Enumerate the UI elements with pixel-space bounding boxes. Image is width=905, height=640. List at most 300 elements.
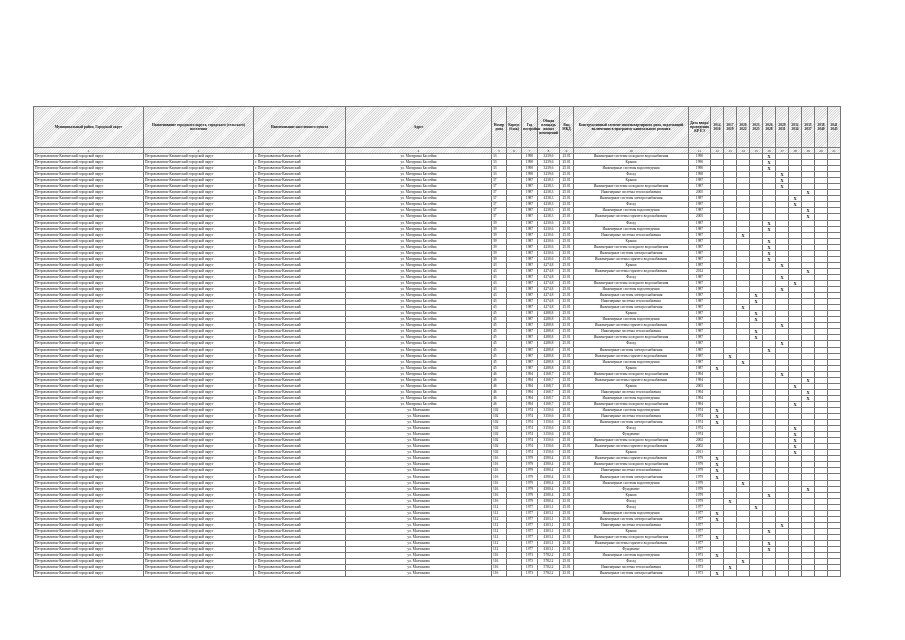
type-cell: 25.01 <box>560 202 574 208</box>
column-header: Конструктивный элемент многоквартирного дома, подлежащий включению в программу капитального ремонта <box>574 107 689 148</box>
year-cell: 1990 <box>522 160 538 166</box>
house-cell: 45 <box>492 353 507 359</box>
element-cell: Инженерные системы водоотведения <box>574 395 689 401</box>
element-cell: Инженерные системы водоотведения <box>574 510 689 516</box>
settlement-cell: Петропавловск-Камчатский городской округ <box>144 214 254 220</box>
period-cell: X <box>763 250 776 256</box>
element-cell: Инженерные системы холодного водоснабжения <box>574 244 689 250</box>
column-header: Дата ввода/ проведения КР ЕЭ <box>689 107 711 148</box>
area-cell: 4238,3 <box>538 208 560 214</box>
element-cell: Инженерные системы холодного водоснабжения <box>574 280 689 286</box>
district-cell: Петропавловск-Камчатский городской округ <box>34 202 144 208</box>
year-cell: 1973 <box>522 565 538 571</box>
district-cell: Петропавловск-Камчатский городской округ <box>34 347 144 353</box>
element-cell: Инженерные системы водоотведения <box>574 226 689 232</box>
element-cell: Инженерные системы теплоснабжения <box>574 190 689 196</box>
date-cell: 1977 <box>689 522 711 528</box>
area-cell: 4303,1 <box>538 547 560 553</box>
settlement-cell: Петропавловск-Камчатский городской округ <box>144 510 254 516</box>
district-cell: Петропавловск-Камчатский городской округ <box>34 323 144 329</box>
year-cell: 1987 <box>522 311 538 317</box>
house-cell: 43 <box>492 274 507 280</box>
street-cell: ул. Молчанова <box>346 559 492 565</box>
street-cell: ул. Мичурина Бассейна <box>346 202 492 208</box>
column-header: 2023 2025 <box>750 107 763 148</box>
area-cell: 4288,8 <box>538 317 560 323</box>
type-cell: 25.01 <box>560 389 574 395</box>
house-cell: 102 <box>492 438 507 444</box>
year-cell: 1994 <box>522 395 538 401</box>
date-cell: 1987 <box>689 323 711 329</box>
year-cell: 1987 <box>522 184 538 190</box>
period-cell: X <box>711 456 724 462</box>
district-cell: Петропавловск-Камчатский городской округ <box>34 547 144 553</box>
settlement-cell: Петропавловск-Камчатский городской округ <box>144 534 254 540</box>
element-cell: Инженерные системы горячего водоснабжения <box>574 444 689 450</box>
settlement-cell: Петропавловск-Камчатский городской округ <box>144 522 254 528</box>
year-cell: 1987 <box>522 359 538 365</box>
block-cell <box>507 571 522 577</box>
house-cell: 102 <box>492 426 507 432</box>
period-cell <box>802 571 815 577</box>
element-cell: Инженерные системы электроснабжения <box>574 571 689 577</box>
element-cell: Инженерные системы водоотведения <box>574 553 689 559</box>
column-header: Наименование городского округа, городского (сельского) поселения <box>144 107 254 148</box>
area-cell: 4230,6 <box>538 226 560 232</box>
type-cell: 25.01 <box>560 262 574 268</box>
year-cell: 1977 <box>522 516 538 522</box>
house-cell: 45 <box>492 347 507 353</box>
year-cell: 1987 <box>522 305 538 311</box>
period-cell: X <box>789 196 802 202</box>
date-cell: 1990 <box>689 160 711 166</box>
date-cell: 1979 <box>689 492 711 498</box>
year-cell: 1979 <box>522 456 538 462</box>
column-number: 13 <box>724 148 737 154</box>
area-cell: 3150,6 <box>538 407 560 413</box>
city-cell: г. Петропавловск-Камчатский <box>254 389 346 395</box>
house-cell: 46 <box>492 395 507 401</box>
settlement-cell: Петропавловск-Камчатский городской округ <box>144 178 254 184</box>
type-cell: 25.01 <box>560 178 574 184</box>
type-cell: 25.01 <box>560 293 574 299</box>
house-cell: 112 <box>492 541 507 547</box>
street-cell: ул. Молчанова <box>346 516 492 522</box>
period-cell: X <box>789 280 802 286</box>
period-cell: X <box>711 510 724 516</box>
settlement-cell: Петропавловск-Камчатский городской округ <box>144 504 254 510</box>
area-cell: 4274,8 <box>538 305 560 311</box>
year-cell: 1987 <box>522 196 538 202</box>
house-cell: 37 <box>492 178 507 184</box>
area-cell: 4274,8 <box>538 293 560 299</box>
date-cell: 1987 <box>689 208 711 214</box>
year-cell: 1979 <box>522 462 538 468</box>
area-cell: 4580,4 <box>538 492 560 498</box>
date-cell: 1990 <box>689 166 711 172</box>
column-number: 1 <box>34 148 144 154</box>
street-cell: ул. Молчанова <box>346 565 492 571</box>
year-cell: 1987 <box>522 262 538 268</box>
period-cell: X <box>750 335 763 341</box>
area-cell: 3150,6 <box>538 438 560 444</box>
element-cell: Фасад <box>574 172 689 178</box>
street-cell: ул. Мичурина Бассейна <box>346 377 492 383</box>
house-cell: 116 <box>492 468 507 474</box>
element-cell: Крыша <box>574 311 689 317</box>
area-cell: 3239,6 <box>538 154 560 160</box>
district-cell: Петропавловск-Камчатский городской округ <box>34 510 144 516</box>
element-cell: Инженерные системы холодного водоснабжения <box>574 401 689 407</box>
area-cell: 5782,2 <box>538 559 560 565</box>
period-cell: X <box>776 184 789 190</box>
date-cell: 1987 <box>689 250 711 256</box>
settlement-cell: Петропавловск-Камчатский городской округ <box>144 571 254 577</box>
district-cell: Петропавловск-Камчатский городской округ <box>34 420 144 426</box>
city-cell: г. Петропавловск-Камчатский <box>254 178 346 184</box>
type-cell: 25.01 <box>560 214 574 220</box>
type-cell: 25.01 <box>560 492 574 498</box>
area-cell: 4288,8 <box>538 329 560 335</box>
period-cell: X <box>724 498 737 504</box>
district-cell: Петропавловск-Камчатский городской округ <box>34 565 144 571</box>
period-cell: X <box>711 534 724 540</box>
street-cell: ул. Мичурина Бассейна <box>346 293 492 299</box>
date-cell: 1973 <box>689 571 711 577</box>
column-number: 5 <box>492 148 507 154</box>
district-cell: Петропавловск-Камчатский городской округ <box>34 317 144 323</box>
street-cell: ул. Мичурина Бассейна <box>346 226 492 232</box>
type-cell: 25.01 <box>560 341 574 347</box>
city-cell: г. Петропавловск-Камчатский <box>254 256 346 262</box>
period-cell: X <box>776 178 789 184</box>
settlement-cell: Петропавловск-Камчатский городской округ <box>144 480 254 486</box>
element-cell: Крыша <box>574 238 689 244</box>
street-cell: ул. Молчанова <box>346 474 492 480</box>
type-cell: 25.01 <box>560 516 574 522</box>
district-cell: Петропавловск-Камчатский городской округ <box>34 468 144 474</box>
year-cell: 1974 <box>522 438 538 444</box>
year-cell: 1987 <box>522 317 538 323</box>
period-cell: X <box>763 238 776 244</box>
date-cell: 1979 <box>689 486 711 492</box>
street-cell: ул. Мичурина Бассейна <box>346 353 492 359</box>
city-cell: г. Петропавловск-Камчатский <box>254 202 346 208</box>
period-cell: X <box>750 329 763 335</box>
district-cell: Петропавловск-Камчатский городской округ <box>34 492 144 498</box>
type-cell: 25.01 <box>560 541 574 547</box>
column-header: 2038 2040 <box>815 107 828 148</box>
house-cell: 102 <box>492 450 507 456</box>
city-cell: г. Петропавловск-Камчатский <box>254 190 346 196</box>
period-cell: X <box>724 353 737 359</box>
street-cell: ул. Мичурина Бассейна <box>346 184 492 190</box>
city-cell: г. Петропавловск-Камчатский <box>254 547 346 553</box>
date-cell: 1987 <box>689 353 711 359</box>
type-cell: 25.01 <box>560 329 574 335</box>
element-cell: Крыша <box>574 160 689 166</box>
year-cell: 1987 <box>522 220 538 226</box>
district-cell: Петропавловск-Камчатский городской округ <box>34 214 144 220</box>
settlement-cell: Петропавловск-Камчатский городской округ <box>144 492 254 498</box>
area-cell: 4238,3 <box>538 196 560 202</box>
district-cell: Петропавловск-Камчатский городской округ <box>34 226 144 232</box>
type-cell: 25.01 <box>560 250 574 256</box>
period-cell: X <box>776 341 789 347</box>
city-cell: г. Петропавловск-Камчатский <box>254 220 346 226</box>
settlement-cell: Петропавловск-Камчатский городской округ <box>144 395 254 401</box>
year-cell: 1987 <box>522 299 538 305</box>
street-cell: ул. Молчанова <box>346 462 492 468</box>
street-cell: ул. Мичурина Бассейна <box>346 178 492 184</box>
district-cell: Петропавловск-Камчатский городской округ <box>34 178 144 184</box>
column-header: Корпус (блок) <box>507 107 522 148</box>
city-cell: г. Петропавловск-Камчатский <box>254 504 346 510</box>
date-cell: 2003 <box>689 383 711 389</box>
house-cell: 46 <box>492 377 507 383</box>
period-cell: X <box>776 371 789 377</box>
area-cell: 4230,6 <box>538 232 560 238</box>
element-cell: Фасад <box>574 341 689 347</box>
street-cell: ул. Мичурина Бассейна <box>346 359 492 365</box>
year-cell: 1987 <box>522 274 538 280</box>
area-cell: 4303,1 <box>538 504 560 510</box>
city-cell: г. Петропавловск-Камчатский <box>254 420 346 426</box>
period-cell: X <box>776 287 789 293</box>
city-cell: г. Петропавловск-Камчатский <box>254 553 346 559</box>
street-cell: ул. Молчанова <box>346 468 492 474</box>
column-number: 19 <box>802 148 815 154</box>
type-cell: 25.01 <box>560 377 574 383</box>
date-cell: 1974 <box>689 432 711 438</box>
city-cell: г. Петропавловск-Камчатский <box>254 238 346 244</box>
date-cell: 2005 <box>689 214 711 220</box>
street-cell: ул. Молчанова <box>346 438 492 444</box>
type-cell: 25.01 <box>560 450 574 456</box>
period-cell: X <box>711 414 724 420</box>
element-cell: Инженерные системы горячего водоснабжения <box>574 268 689 274</box>
settlement-cell: Петропавловск-Камчатский городской округ <box>144 420 254 426</box>
column-number: 21 <box>828 148 841 154</box>
city-cell: г. Петропавловск-Камчатский <box>254 432 346 438</box>
element-cell: Инженерные системы электроснабжения <box>574 196 689 202</box>
street-cell: ул. Молчанова <box>346 541 492 547</box>
date-cell: 1987 <box>689 274 711 280</box>
period-cell: X <box>737 305 750 311</box>
type-cell: 25.01 <box>560 256 574 262</box>
house-cell: 112 <box>492 504 507 510</box>
header-row <box>34 107 841 148</box>
column-number: 3 <box>254 148 346 154</box>
period-cell: X <box>737 480 750 486</box>
date-cell: 1990 <box>689 172 711 178</box>
house-cell: 33 <box>492 172 507 178</box>
street-cell: ул. Мичурина Бассейна <box>346 389 492 395</box>
period-cell: X <box>789 432 802 438</box>
area-cell: 4274,8 <box>538 280 560 286</box>
type-cell: 25.01 <box>560 534 574 540</box>
house-cell: 43 <box>492 268 507 274</box>
city-cell: г. Петропавловск-Камчатский <box>254 353 346 359</box>
district-cell: Петропавловск-Камчатский городской округ <box>34 365 144 371</box>
element-cell: Фасад <box>574 274 689 280</box>
settlement-cell: Петропавловск-Камчатский городской округ <box>144 262 254 268</box>
area-cell: 4580,4 <box>538 486 560 492</box>
district-cell: Петропавловск-Камчатский городской округ <box>34 462 144 468</box>
year-cell: 1994 <box>522 401 538 407</box>
period-cell: X <box>776 522 789 528</box>
street-cell: ул. Молчанова <box>346 426 492 432</box>
area-cell: 4168,7 <box>538 383 560 389</box>
type-cell: 25.01 <box>560 244 574 250</box>
city-cell: г. Петропавловск-Камчатский <box>254 401 346 407</box>
street-cell: ул. Молчанова <box>346 492 492 498</box>
element-cell: Крыша <box>574 178 689 184</box>
settlement-cell: Петропавловск-Камчатский городской округ <box>144 383 254 389</box>
year-cell: 1979 <box>522 480 538 486</box>
settlement-cell: Петропавловск-Камчатский городской округ <box>144 287 254 293</box>
city-cell: г. Петропавловск-Камчатский <box>254 268 346 274</box>
settlement-cell: Петропавловск-Камчатский городской округ <box>144 389 254 395</box>
element-cell: Фасад <box>574 559 689 565</box>
area-cell: 4303,1 <box>538 516 560 522</box>
period-cell: X <box>763 244 776 250</box>
area-cell: 4303,1 <box>538 528 560 534</box>
year-cell: 1973 <box>522 571 538 577</box>
district-cell: Петропавловск-Камчатский городской округ <box>34 456 144 462</box>
column-number: 11 <box>689 148 711 154</box>
area-cell: 3150,6 <box>538 426 560 432</box>
city-cell: г. Петропавловск-Камчатский <box>254 317 346 323</box>
district-cell: Петропавловск-Камчатский городской округ <box>34 486 144 492</box>
district-cell: Петропавловск-Камчатский городской округ <box>34 268 144 274</box>
element-cell: Инженерные системы водоотведения <box>574 317 689 323</box>
area-cell: 4168,7 <box>538 377 560 383</box>
city-cell: г. Петропавловск-Камчатский <box>254 341 346 347</box>
house-cell: 43 <box>492 293 507 299</box>
street-cell: ул. Молчанова <box>346 547 492 553</box>
city-cell: г. Петропавловск-Камчатский <box>254 347 346 353</box>
area-cell: 4230,6 <box>538 244 560 250</box>
street-cell: ул. Мичурина Бассейна <box>346 190 492 196</box>
area-cell: 4230,6 <box>538 250 560 256</box>
settlement-cell: Петропавловск-Камчатский городской округ <box>144 256 254 262</box>
date-cell: 1979 <box>689 462 711 468</box>
period-cell <box>763 571 776 577</box>
settlement-cell: Петропавловск-Камчатский городской округ <box>144 359 254 365</box>
date-cell: 1973 <box>689 553 711 559</box>
city-cell: г. Петропавловск-Камчатский <box>254 407 346 413</box>
area-cell: 4288,8 <box>538 347 560 353</box>
period-cell: X <box>763 160 776 166</box>
column-header: Номер дома <box>492 107 507 148</box>
settlement-cell: Петропавловск-Камчатский городской округ <box>144 462 254 468</box>
column-header: Муниципальный район, Городской округ <box>34 107 144 148</box>
column-header: 2035 2037 <box>802 107 815 148</box>
street-cell: ул. Мичурина Бассейна <box>346 262 492 268</box>
street-cell: ул. Молчанова <box>346 432 492 438</box>
area-cell: 4274,8 <box>538 274 560 280</box>
street-cell: ул. Мичурина Бассейна <box>346 401 492 407</box>
type-cell: 25.01 <box>560 420 574 426</box>
street-cell: ул. Мичурина Бассейна <box>346 395 492 401</box>
date-cell: 1987 <box>689 311 711 317</box>
street-cell: ул. Молчанова <box>346 414 492 420</box>
date-cell: 1974 <box>689 407 711 413</box>
period-cell: X <box>763 347 776 353</box>
settlement-cell: Петропавловск-Камчатский городской округ <box>144 498 254 504</box>
table-body <box>34 154 841 577</box>
year-cell: 1977 <box>522 510 538 516</box>
area-cell: 3150,6 <box>538 414 560 420</box>
settlement-cell: Петропавловск-Камчатский городской округ <box>144 280 254 286</box>
period-cell: X <box>802 389 815 395</box>
city-cell: г. Петропавловск-Камчатский <box>254 395 346 401</box>
district-cell: Петропавловск-Камчатский городской округ <box>34 232 144 238</box>
house-cell: 46 <box>492 371 507 377</box>
column-number: 12 <box>711 148 724 154</box>
year-cell: 1979 <box>522 492 538 498</box>
type-cell: 25.01 <box>560 335 574 341</box>
area-cell: 4230,6 <box>538 256 560 262</box>
area-cell: 4580,4 <box>538 462 560 468</box>
house-cell: 37 <box>492 214 507 220</box>
year-cell: 1987 <box>522 202 538 208</box>
street-cell: ул. Молчанова <box>346 528 492 534</box>
district-cell: Петропавловск-Камчатский городской округ <box>34 262 144 268</box>
period-cell: X <box>763 528 776 534</box>
settlement-cell: Петропавловск-Камчатский городской округ <box>144 528 254 534</box>
type-cell: 25.01 <box>560 456 574 462</box>
area-cell: 4238,3 <box>538 214 560 220</box>
year-cell: 1979 <box>522 498 538 504</box>
year-cell: 1990 <box>522 166 538 172</box>
district-cell: Петропавловск-Камчатский городской округ <box>34 311 144 317</box>
element-cell: Инженерные системы горячего водоснабжения <box>574 377 689 383</box>
element-cell: Инженерные системы горячего водоснабжения <box>574 256 689 262</box>
year-cell: 1979 <box>522 468 538 474</box>
house-cell: 43 <box>492 305 507 311</box>
column-header: 2026 2028 <box>763 107 776 148</box>
year-cell: 1987 <box>522 353 538 359</box>
house-cell: 45 <box>492 323 507 329</box>
house-cell: 116 <box>492 474 507 480</box>
period-cell: X <box>789 202 802 208</box>
street-cell: ул. Мичурина Бассейна <box>346 323 492 329</box>
year-cell: 1990 <box>522 154 538 160</box>
year-cell: 1977 <box>522 534 538 540</box>
date-cell: 1977 <box>689 510 711 516</box>
type-cell: 25.01 <box>560 268 574 274</box>
period-cell: X <box>763 166 776 172</box>
city-cell: г. Петропавловск-Камчатский <box>254 232 346 238</box>
date-cell: 2011 <box>689 450 711 456</box>
element-cell: Инженерные системы горячего водоснабжения <box>574 353 689 359</box>
column-number: 16 <box>763 148 776 154</box>
street-cell: ул. Молчанова <box>346 480 492 486</box>
house-cell: 45 <box>492 311 507 317</box>
period-cell: X <box>802 377 815 383</box>
district-cell: Петропавловск-Камчатский городской округ <box>34 541 144 547</box>
settlement-cell: Петропавловск-Камчатский городской округ <box>144 154 254 160</box>
type-cell: 25.01 <box>560 432 574 438</box>
city-cell: г. Петропавловск-Камчатский <box>254 160 346 166</box>
year-cell: 1990 <box>522 172 538 178</box>
area-cell: 4580,4 <box>538 480 560 486</box>
district-cell: Петропавловск-Камчатский городской округ <box>34 504 144 510</box>
period-cell: X <box>737 559 750 565</box>
column-number: 17 <box>776 148 789 154</box>
